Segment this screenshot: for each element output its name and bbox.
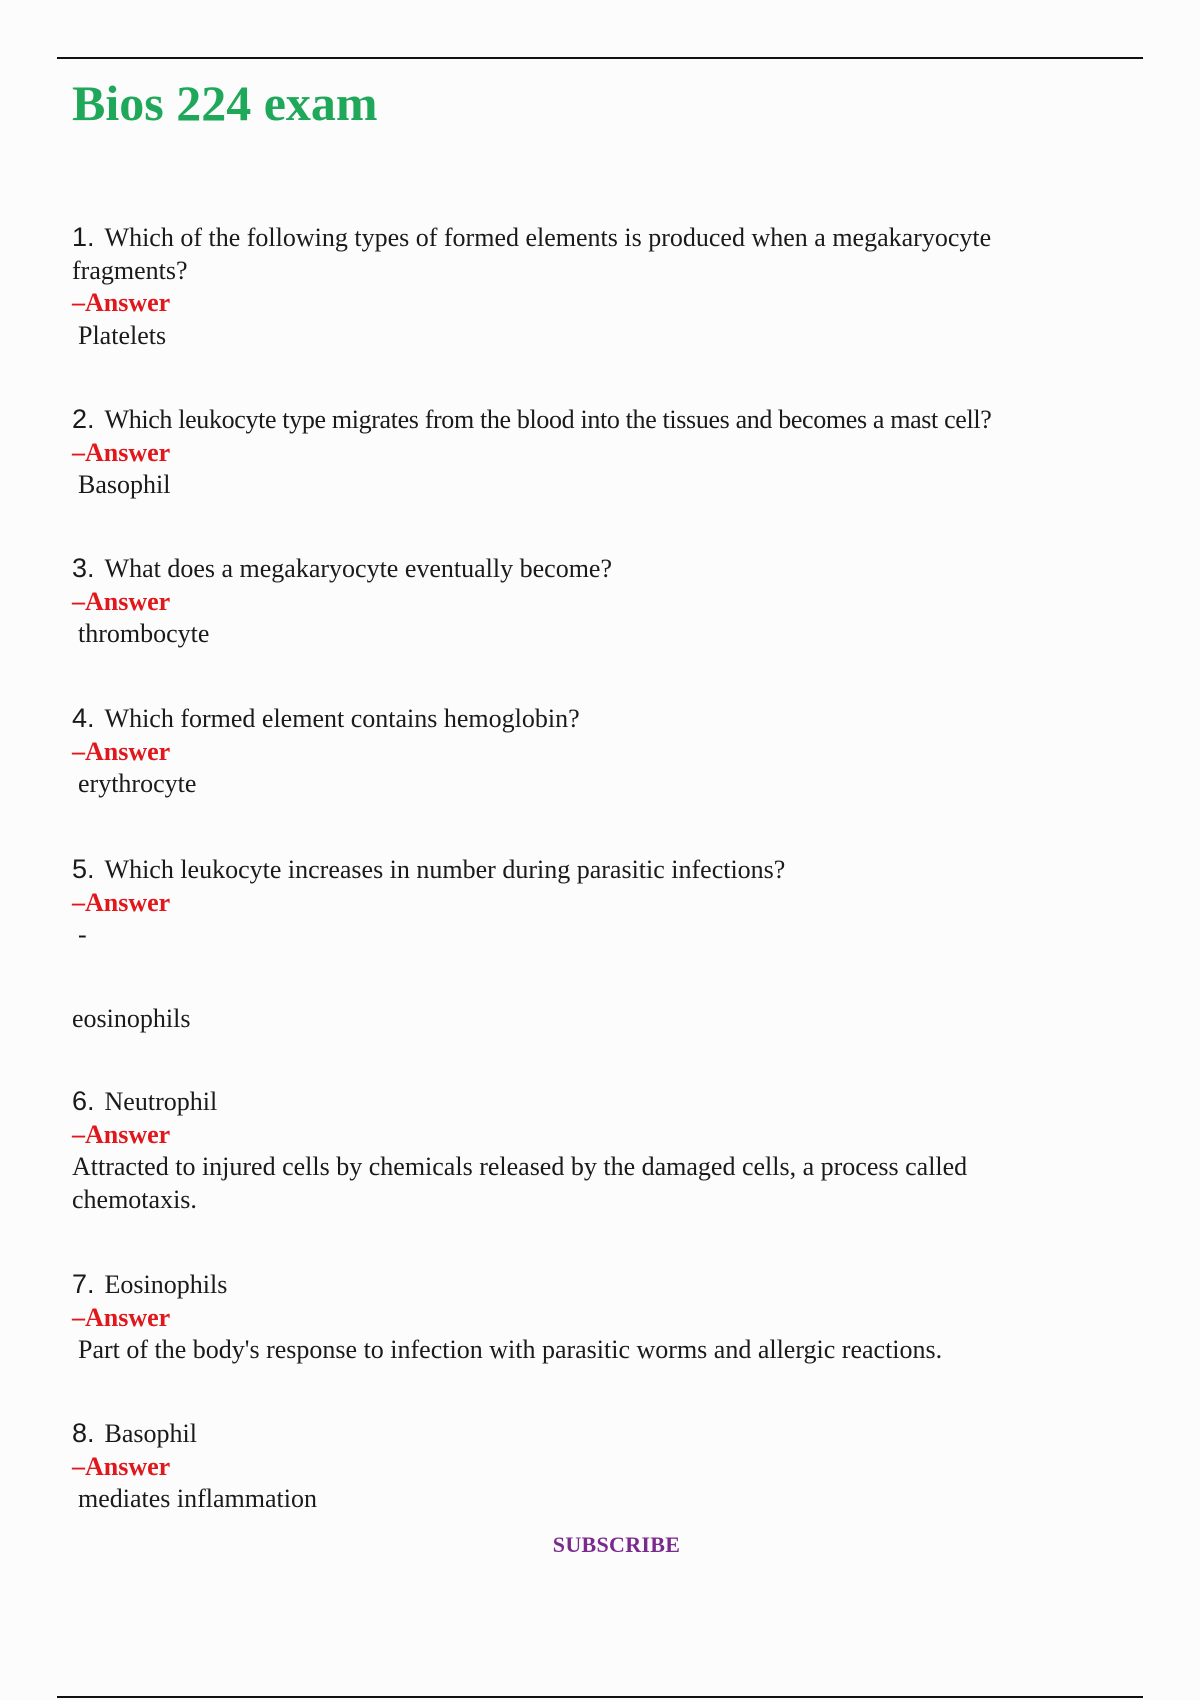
answer-text: Basophil [78, 470, 171, 499]
question [72, 552, 1092, 586]
question [72, 702, 1092, 736]
qa-item-7 [72, 1268, 1092, 1367]
question-number: 3. [72, 553, 95, 583]
qa-item-5 [72, 853, 1092, 1035]
answer-label: –Answer [72, 586, 171, 616]
answer-prefix: - [78, 920, 87, 949]
question-text: What does a megakaryocyte eventually become? [104, 554, 613, 583]
subscribe-link[interactable]: SUBSCRIBE [552, 1532, 681, 1557]
question-number: 8. [72, 1418, 95, 1448]
question-number: 4. [72, 703, 95, 733]
question-number: 5. [72, 854, 95, 884]
question [72, 1417, 1092, 1451]
answer-text: Platelets [78, 320, 167, 350]
answer-text: mediates inflammation [78, 1484, 317, 1513]
bottom-rule [57, 1696, 1143, 1698]
qa-item-3 [72, 552, 1092, 651]
answer-label: –Answer [72, 437, 171, 467]
answer-text: eosinophils [72, 1003, 191, 1033]
question [72, 403, 1092, 437]
question [72, 221, 1092, 287]
qa-item-2 [72, 403, 1092, 502]
answer-text: erythrocyte [78, 769, 197, 798]
question-text: Which leukocyte type migrates from the blood into the tissues and becomes a mast cell? [104, 405, 992, 434]
question-text: Neutrophil [104, 1087, 218, 1116]
question-text: Which leukocyte increases in number during parasitic infections? [104, 855, 786, 884]
answer-label: –Answer [72, 1302, 171, 1332]
question-number: 1. [72, 222, 95, 252]
question-text: Which formed element contains hemoglobin? [104, 704, 580, 733]
answer-text: thrombocyte [78, 619, 210, 648]
answer-text: Part of the body's response to infection with parasitic worms and allergic reactions. [78, 1335, 943, 1364]
question [72, 1085, 1092, 1119]
page-title: Bios 224 exam [72, 75, 378, 131]
question-text: Eosinophils [104, 1270, 228, 1299]
qa-item-6 [72, 1085, 1092, 1216]
qa-item-8 [72, 1417, 1092, 1516]
question-number: 7. [72, 1269, 95, 1299]
question-number: 6. [72, 1086, 95, 1116]
qa-item-1 [72, 221, 1092, 352]
question-number: 2. [72, 404, 95, 434]
spacer [72, 952, 1092, 1003]
qa-item-4 [72, 702, 1092, 801]
answer-label: –Answer [72, 288, 171, 317]
answer-text: Attracted to injured cells by chemicals released by the damaged cells, a process called chemotaxis. [72, 1152, 968, 1214]
question [72, 1268, 1092, 1302]
answer-label: –Answer [72, 1451, 171, 1481]
answer-label: –Answer [72, 1119, 171, 1149]
question-text: Basophil [104, 1419, 197, 1448]
top-rule [57, 57, 1143, 59]
answer-label: –Answer [72, 887, 171, 917]
question-text: Which of the following types of formed elements is produced when a megakaryocyte fragments? [72, 223, 992, 285]
answer-label: –Answer [72, 736, 171, 766]
question [72, 853, 1092, 887]
